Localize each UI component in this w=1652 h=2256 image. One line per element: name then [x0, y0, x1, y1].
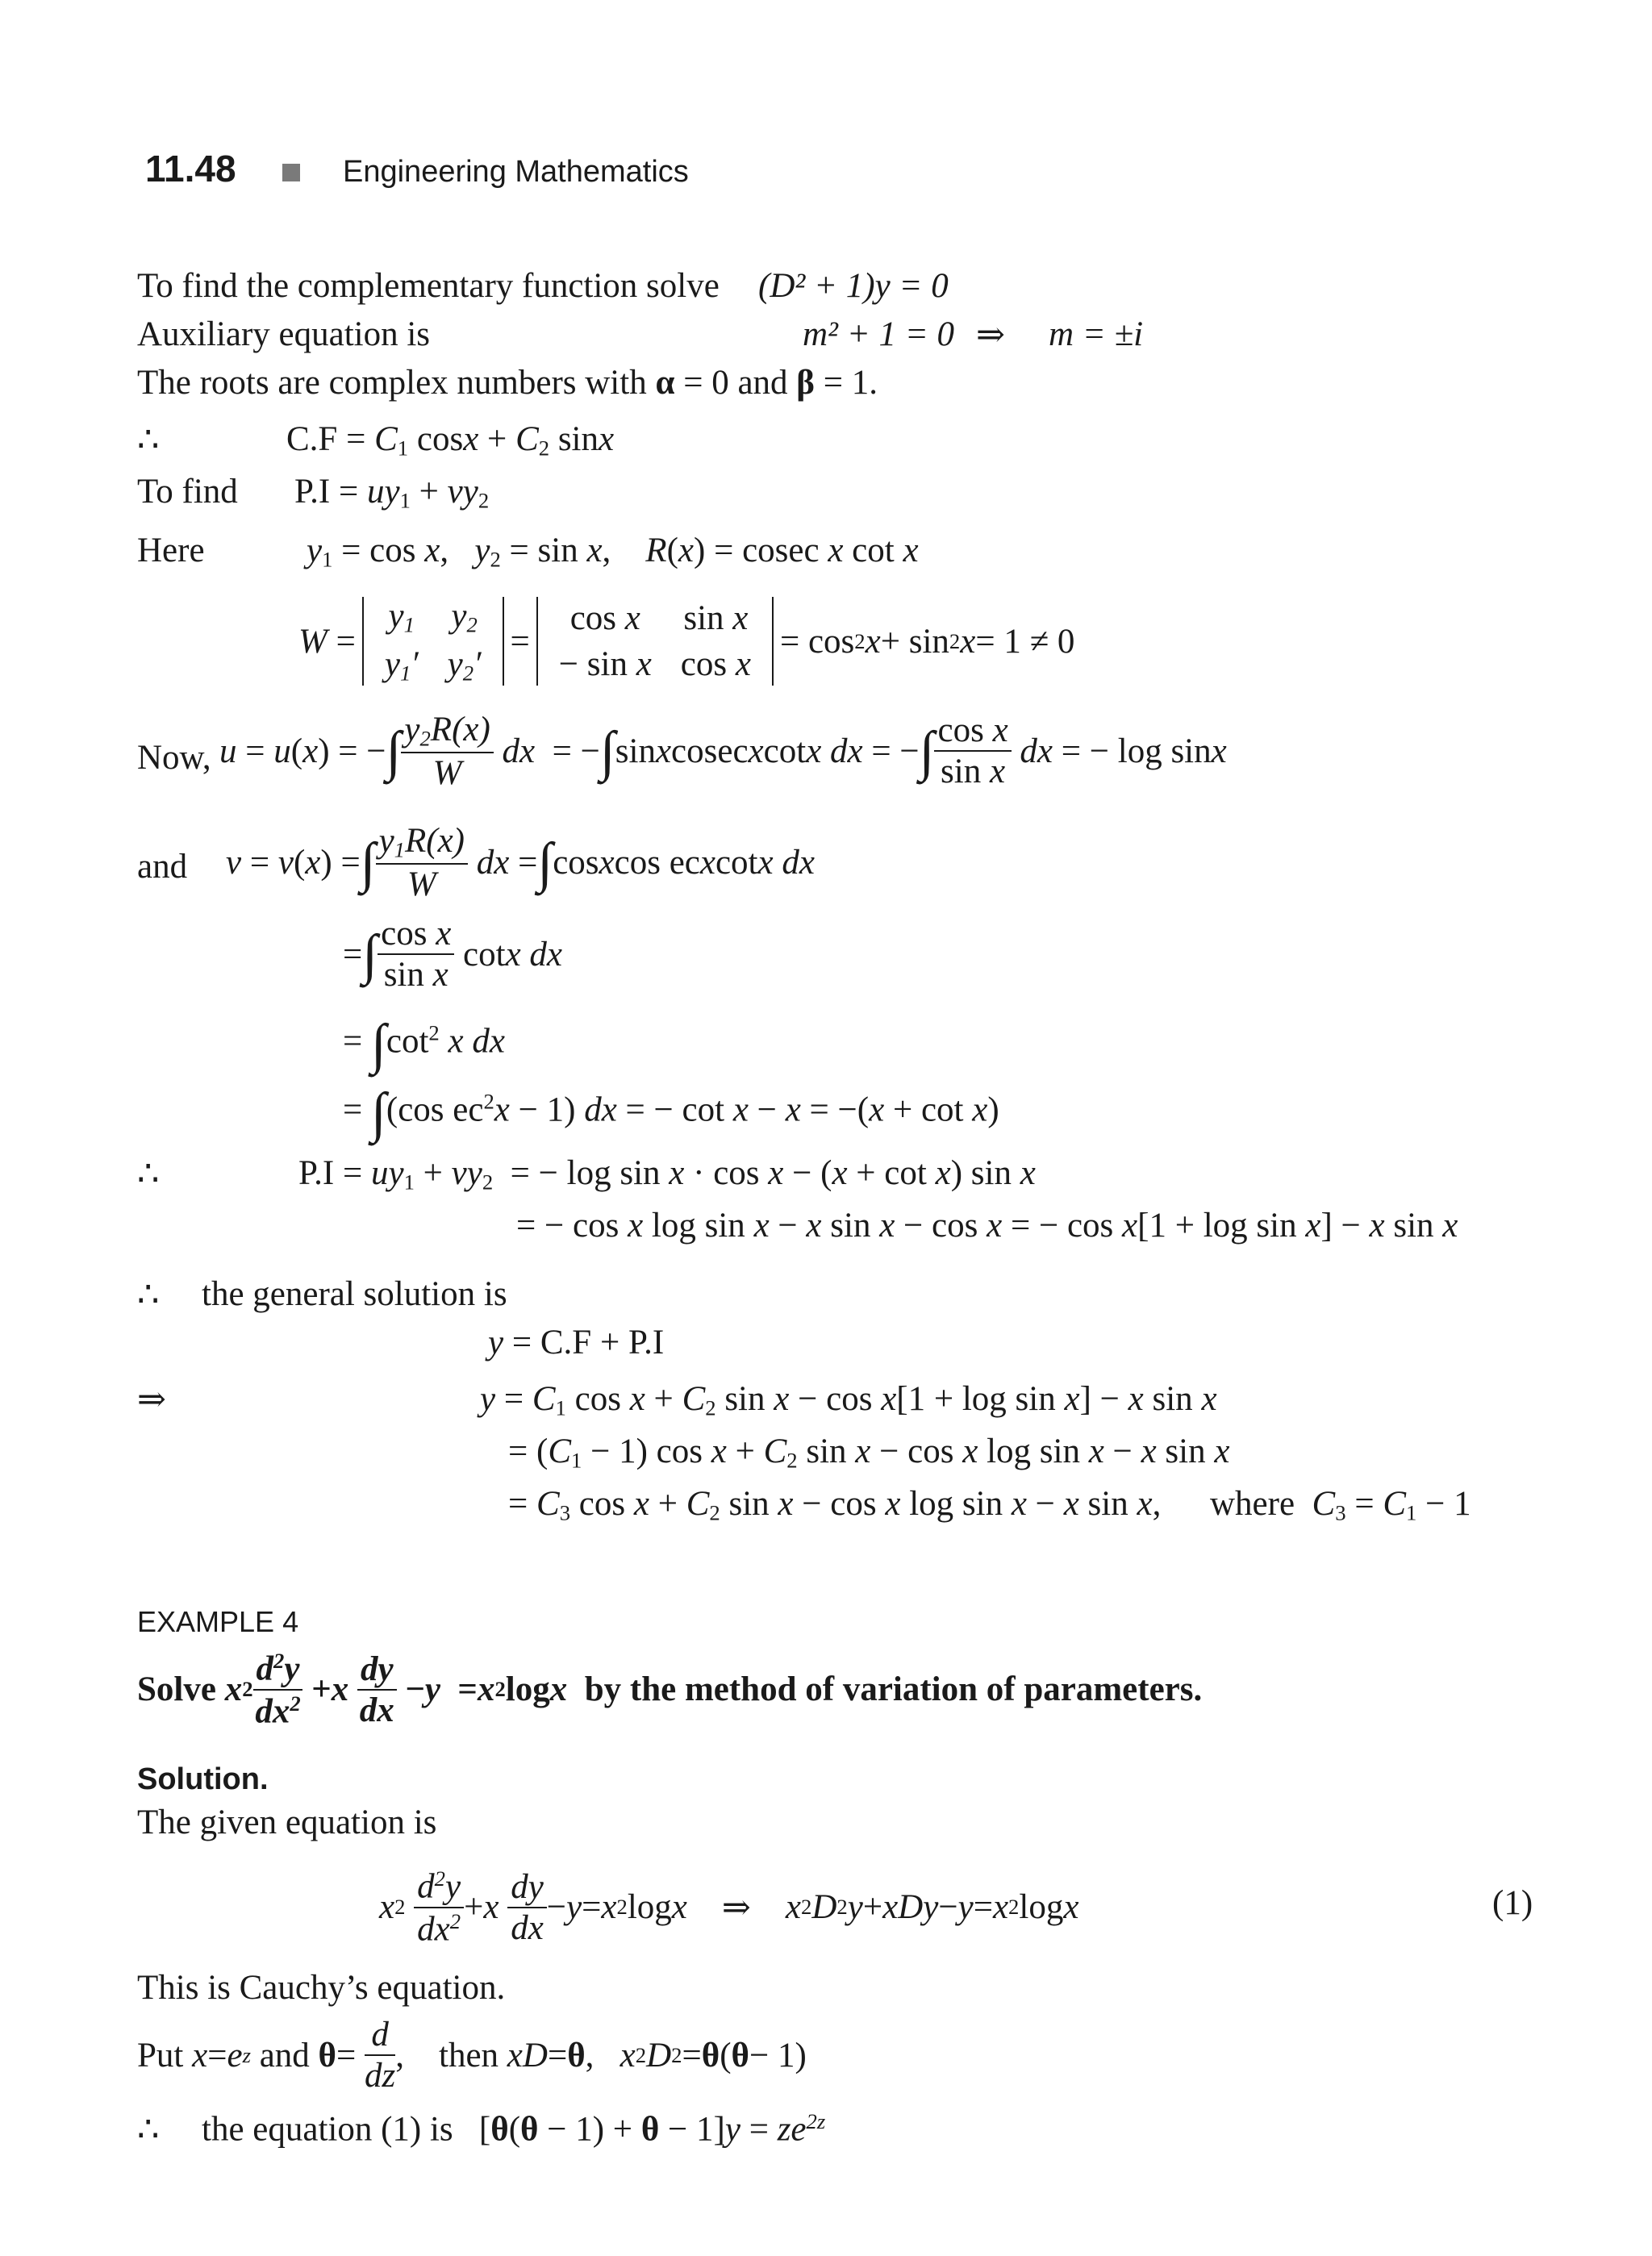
equation1-text: the equation (1) is	[202, 2110, 453, 2149]
roots-text	[137, 363, 878, 402]
therefore-symbol-2: ∴	[137, 1155, 160, 1193]
cauchy-text: This is Cauchy’s equation.	[137, 1969, 506, 2007]
implies-arrow: ⇒	[976, 316, 1006, 354]
here-label: Here	[137, 532, 205, 569]
here-values: $y_1 = \cos x$, $y_2 = \sin x$, R(x) = cosec x cot x	[307, 532, 919, 572]
gs-line-3: = $(C_1 - 1)$ $\cos x + C_2$ sin x − cos x log sin x − x sin x	[508, 1432, 1230, 1473]
u-formula: u = u ( x ) = − ∫ $\frac{y_2R(x)}{W}$ dx = − ∫ sin x cosec x cot x dx = − ∫ $\frac{\text{cos x}}{\text{sin x}}$ dx = − log sin x	[219, 711, 1227, 792]
gs-line-2: $y = C_1$ $\cos x + C_2$ sin x − cos x[1 + log sin x] − x sin x	[480, 1380, 1217, 1420]
implies-symbol: ⇒	[137, 1381, 167, 1419]
therefore-symbol-3: ∴	[137, 1276, 160, 1314]
aux-equation: m² + 1 = 0	[803, 315, 954, 353]
cf-intro: To find the complementary function solve	[137, 267, 720, 305]
roots-text-a: The roots are complex numbers with	[137, 364, 656, 402]
book-title: Engineering Mathematics	[343, 155, 689, 189]
to-find-label: To find	[137, 473, 238, 511]
pi-result-1: $P.I = uy_1 + vy_2$ = − log sin x · cos x − (x + cot x) sin x	[298, 1154, 1036, 1195]
given-equation: x 2 $\frac{d^2y}{dx^2}$ + x $\frac{dy}{dx}$ − y = x 2 log x ⇒ x 2 D 2 y + xDy − y = x 2 log x	[379, 1866, 1079, 1949]
solution-label: Solution.	[137, 1762, 269, 1796]
put-word: Put	[137, 2036, 184, 2075]
where-label: where	[1210, 1485, 1295, 1523]
equation-number: (1)	[1492, 1884, 1533, 1922]
substitution-line: Put x = e z and θ = $\frac{d}{dz}$ , then xD = θ , x 2 D 2 = θ ( θ − 1)	[137, 2016, 807, 2095]
aux-label: Auxiliary equation is	[137, 315, 431, 353]
then-word: then	[439, 2036, 499, 2075]
where-clause: where $C_3 = C_1 - 1$	[1210, 1485, 1471, 1525]
aux-roots: m = ±i	[1049, 315, 1144, 353]
gs-line-1: y = C.F + P.I	[488, 1324, 665, 1362]
example-label: EXAMPLE 4	[137, 1605, 299, 1638]
therefore-symbol-1: ∴	[137, 421, 160, 459]
roots-text-b: = 0 and	[674, 364, 797, 402]
header-square-icon	[282, 164, 300, 181]
roots-text-c: = 1.	[814, 364, 878, 402]
therefore-symbol-4: ∴	[137, 2111, 160, 2149]
now-label: Now,	[137, 739, 211, 777]
alpha-symbol: α	[655, 364, 675, 402]
page-number: 11.48	[145, 148, 236, 190]
wronskian: W = $y_1$ $y_2$ $y_1'$ $y_2'$ = cos x sin x − sin x cos x = cos 2 x + sin 2 x = 1 ≠ 0	[298, 597, 1075, 686]
final-equation: the equation (1) is $[\theta(\theta - 1) + \theta - 1]y = ze^{2z}$	[202, 2109, 826, 2149]
v-formula: v = v ( x ) = ∫ $\frac{y_1R(x)}{W}$ dx = ∫ cos x cos ec x cot x dx	[226, 822, 815, 903]
example-statement: Solve x 2 $\frac{d^2y}{dx^2}$ + x $\frac{dy}{dx}$ − y = x 2 log x by the method of variation of parameters.	[137, 1649, 1203, 1731]
v-step-2: = $\int\cot^2$ x dx	[343, 1013, 505, 1074]
cf-equation: (D² + 1)y = 0	[758, 267, 949, 305]
cf-formula: $C.F = C_1$ $\cos x + C_2$ sinx	[286, 420, 615, 461]
gs-line-4: = $C_3$ $\cos x + C_2$ sin x − cos x log sin x − x sin x,	[508, 1485, 1162, 1525]
solve-word: Solve	[137, 1670, 216, 1709]
pi-result-2: = − cos x log sin x − x sin x − cos x = − cos x[1 + log sin x] − x sin x	[516, 1207, 1458, 1245]
given-text: The given equation is	[137, 1804, 437, 1841]
and-label: and	[137, 848, 188, 886]
beta-symbol: β	[796, 364, 815, 402]
pi-formula: $P.I = uy_1 + vy_2$	[294, 473, 490, 513]
v-step-1: = ∫ $\frac{\text{cos x}}{\text{sin x}}$ cot x dx	[343, 915, 563, 995]
general-solution-text: the general solution is	[202, 1275, 507, 1313]
v-step-3: = ∫(cos $ec^2x - 1$) dx = − cot x − x = −(x + cot x)	[343, 1082, 999, 1143]
statement-tail: by the method of variation of parameters.	[584, 1670, 1203, 1709]
